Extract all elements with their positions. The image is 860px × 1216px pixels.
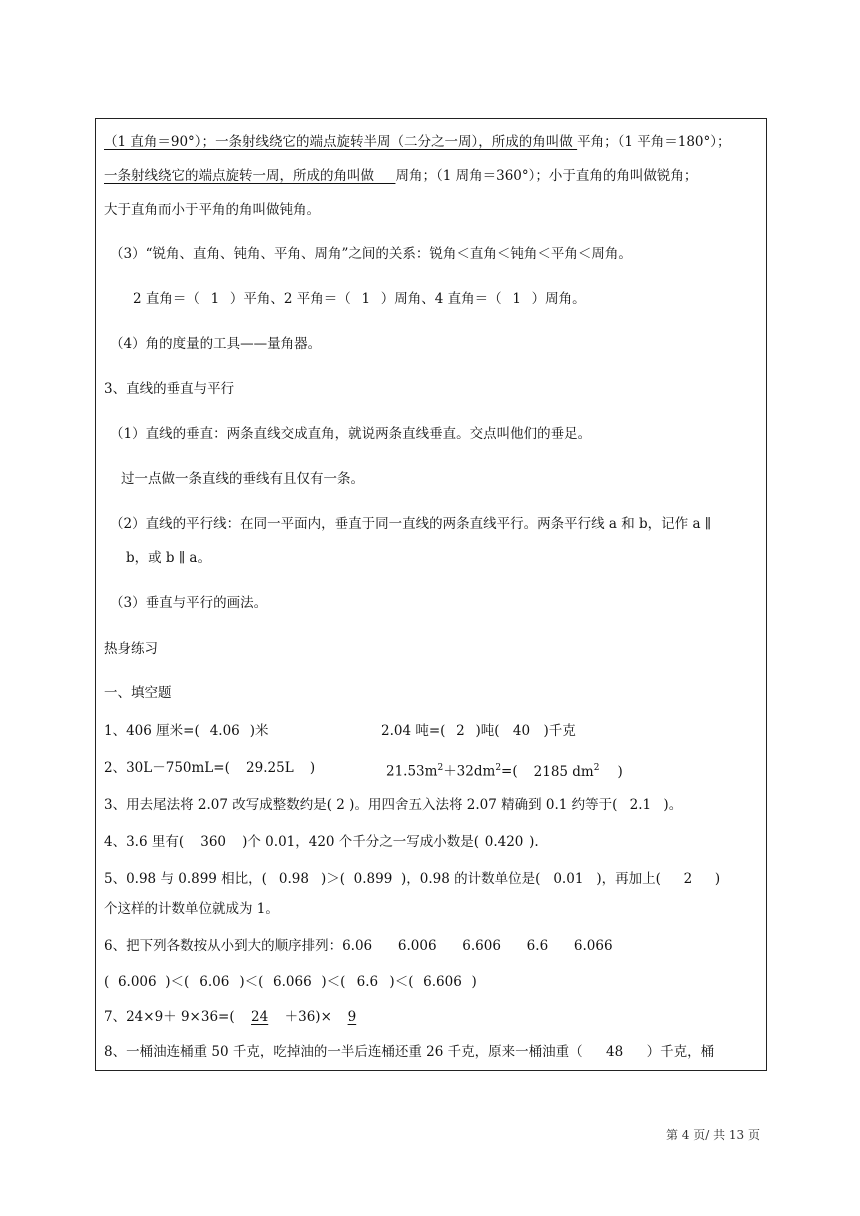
intro-line-3: 大于直角而小于平角的角叫做钝角。 [104, 202, 320, 218]
question-8: 8、一桶油连桶重 50 千克，吃掉油的一半后连桶还重 26 千克，原来一桶油重（ 48 ）千克，桶 [104, 1044, 715, 1060]
angle-relation: （3）“锐角、直角、钝角、平角、周角”之间的关系：锐角＜直角＜钝角＜平角＜周角。 [110, 246, 632, 262]
question-5: 5、0.98 与 0.899 相比，( 0.98 )＞( 0.899 )，0.98 的计数单位是( 0.01 )，再加上( 2 ) [104, 871, 721, 887]
question-2b: $21.53m^2+32dm^2=$( 2185 $dm^2$ ) [386, 763, 623, 780]
section-heading-3: 3、直线的垂直与平行 [104, 381, 235, 397]
parallel-def: （2）直线的平行线：在同一平面内，垂直于同一直线的两条直线平行。两条平行线 a 和 b，记作 a ∥ [110, 516, 712, 532]
question-6-answer: ( 6.006 )＜( 6.06 )＜( 6.066 )＜( 6.6 )＜( 6.606 ) [104, 974, 477, 990]
question-5-cont: 个这样的计数单位就成为 1。 [104, 901, 279, 917]
question-3: 3、用去尾法将 2.07 改写成整数约是( 2 )。用四舍五入法将 2.07 精确到 0.1 约等于( 2.1 )。 [104, 797, 683, 813]
protractor-line: （4）角的度量的工具——量角器。 [110, 336, 322, 352]
perpendicular-note: 过一点做一条直线的垂线有且仅有一条。 [121, 471, 364, 487]
warmup-heading: 热身练习 [104, 641, 158, 657]
content-box [95, 118, 767, 1071]
intro-line-1: （1 直角＝90°）；一条射线绕它的端点旋转半周（二分之一周），所成的角叫做 平角；（1 平角＝180°）； [104, 134, 731, 150]
angle-conversion: 2 直角＝（ 1 ）平角、2 平角＝（ 1 ）周角、4 直角＝（ 1 ）周角。 [133, 291, 586, 307]
question-2: 2、30L－750mL=( 29.25L ) [104, 760, 316, 776]
question-6: 6、把下列各数按从小到大的顺序排列：6.06 6.006 6.606 6.6 6.066 [104, 938, 613, 954]
question-1: 1、406 厘米=( 4.06 )米 [104, 723, 269, 739]
intro-line-2: 一条射线绕它的端点旋转一周，所成的角叫做 周角；（1 周角＝360°）；小于直角的角叫做锐角； [104, 168, 698, 184]
question-4: 4、3.6 里有( 360 )个 0.01，420 个千分之一写成小数是( 0.420 ). [104, 834, 539, 850]
fill-blank-heading: 一、填空题 [104, 685, 172, 701]
page-number: 第 4 页/ 共 13 页 [665, 1128, 760, 1142]
question-1b: 2.04 吨=( 2 )吨( 40 )千克 [381, 723, 576, 739]
question-7: 7、24×9＋ 9×36=( 24 ＋36)× 9 [104, 1009, 357, 1025]
parallel-def-cont: b，或 b ∥ a。 [126, 550, 211, 566]
perpendicular-def: （1）直线的垂直：两条直线交成直角，就说两条直线垂直。交点叫他们的垂足。 [110, 426, 592, 442]
drawing-method: （3）垂直与平行的画法。 [110, 595, 268, 611]
